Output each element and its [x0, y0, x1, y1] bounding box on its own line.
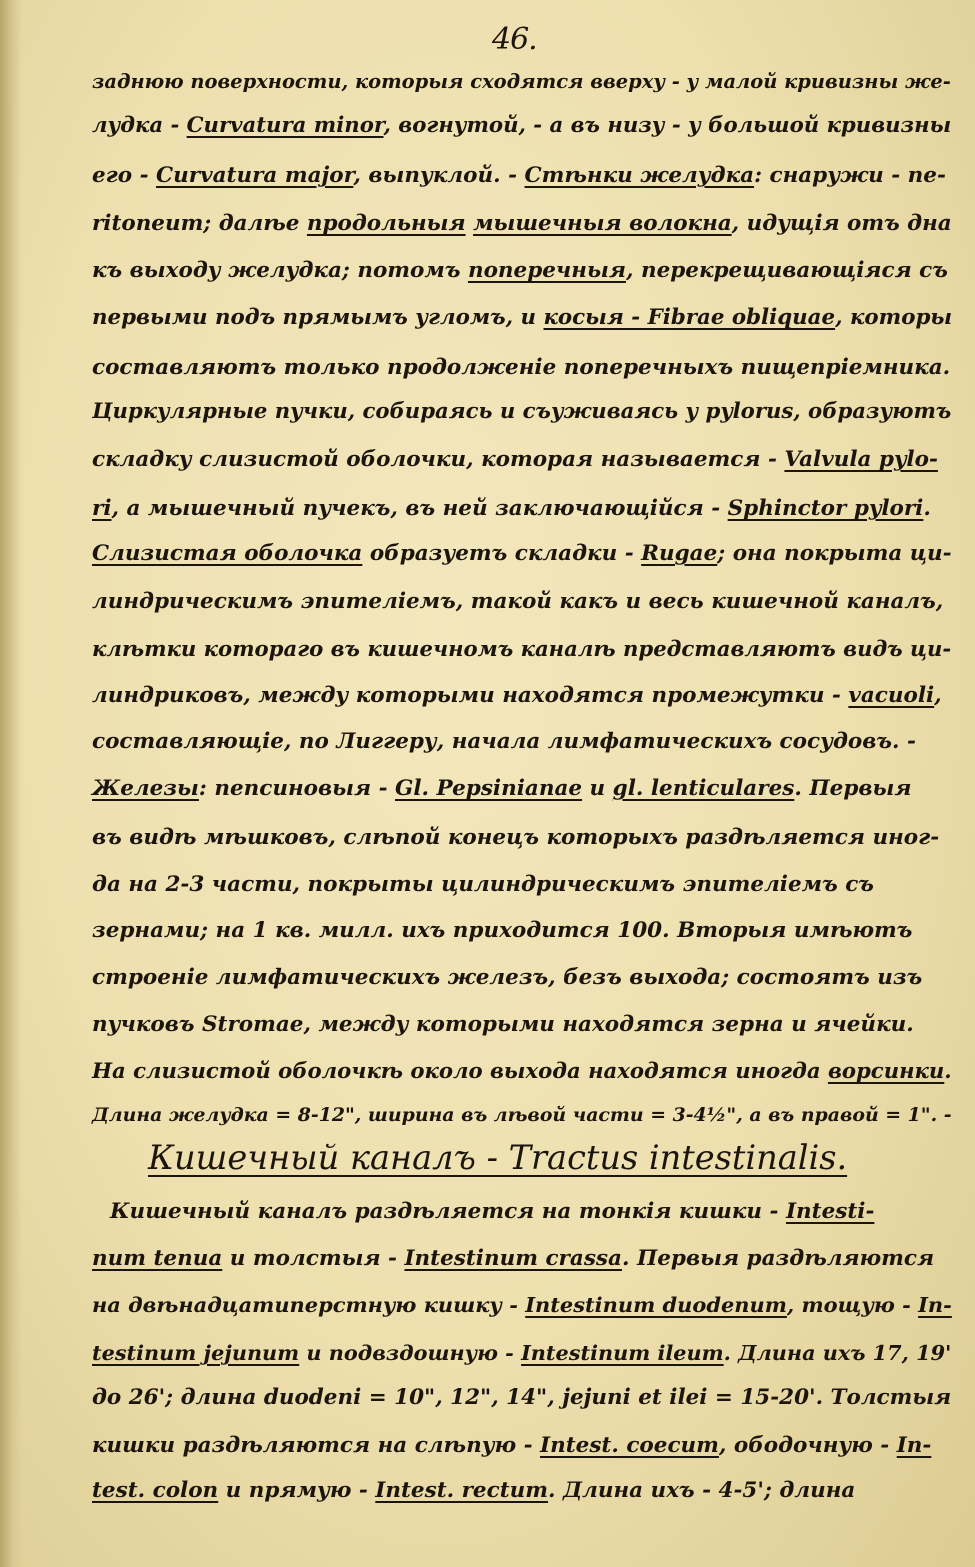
underlined-term: Valvula pylo- — [784, 447, 938, 472]
text-line — [92, 872, 952, 897]
underlined-term: Слизистая оболочка — [92, 541, 363, 566]
text-segment: составляютъ только продолженіе поперечныхъ пищепріемника. — [92, 355, 951, 380]
text-segment: , — [934, 683, 942, 708]
text-segment: . Первыя раздѣляются — [621, 1246, 935, 1271]
page-binding-edge — [0, 0, 22, 1567]
text-segment: . Длина ихъ - 4-5'; длина — [548, 1478, 856, 1503]
text-line — [92, 1292, 952, 1317]
text-segment: , выпуклой. - — [353, 163, 525, 188]
underlined-term: Intestinum ileum — [521, 1340, 724, 1365]
text-line — [92, 729, 952, 754]
text-line — [92, 776, 952, 801]
text-line — [110, 1199, 970, 1224]
text-line — [92, 1246, 952, 1271]
text-line — [92, 589, 952, 614]
text-line — [92, 305, 952, 330]
text-line — [92, 1340, 952, 1365]
text-segment: зернами; на 1 кв. милл. ихъ приходится 100. Вторыя имѣютъ — [92, 918, 913, 943]
text-segment: составляющіе, по Лиггеру, начала лимфатическихъ сосудовъ. - — [92, 729, 916, 754]
text-segment: на двѣнадцатиперстную кишку - — [92, 1292, 526, 1317]
text-segment: , а мышечный пучекъ, въ ней заключающійся - — [111, 496, 728, 521]
text-segment: да на 2-3 части, покрыты цилиндрическимъ эпителіемъ съ — [92, 872, 874, 897]
text-segment: до 26'; длина duodeni = 10", 12", 14", jejuni et ilei = 15-20'. Толстыя — [92, 1385, 952, 1410]
text-segment: строеніе лимфатическихъ железъ, безъ выхода; состоятъ изъ — [92, 965, 923, 990]
text-segment: кишки раздѣляются на слѣпую - — [92, 1433, 541, 1458]
text-segment: линдриковъ, между которыми находятся промежутки - — [92, 683, 849, 708]
text-segment: , идущія отъ дна — [731, 211, 952, 236]
text-line — [92, 965, 952, 990]
text-line — [92, 1058, 952, 1083]
underlined-term: продольныя — [306, 211, 466, 236]
text-line — [92, 496, 952, 521]
text-segment: къ выходу желудка; потомъ — [92, 258, 468, 283]
text-segment: , вогнутой, - а въ низу - у большой кривизны — [383, 113, 952, 138]
underlined-term: Gl. Pepsinianae — [395, 776, 583, 801]
underlined-term: In- — [918, 1292, 952, 1317]
text-line — [92, 70, 952, 93]
underlined-term: Curvatura minor — [186, 113, 384, 138]
text-segment: Длина желудка = 8-12", ширина въ лѣвой части = 3-4½", а въ правой = 1". - — [92, 1104, 952, 1126]
underlined-term: In- — [896, 1433, 932, 1458]
text-segment: . — [923, 496, 931, 521]
text-segment: первыми подъ прямымъ угломъ, и — [92, 305, 544, 330]
underlined-term: Curvatura major — [156, 163, 354, 188]
text-line — [92, 1385, 952, 1410]
text-line — [92, 683, 952, 708]
page-number: 46. — [492, 22, 537, 57]
underlined-term: Intestinum duodenum — [525, 1292, 787, 1317]
text-segment: образуетъ складки - — [362, 541, 642, 566]
underlined-term: Железы — [92, 776, 199, 801]
text-line — [92, 113, 952, 138]
text-line — [92, 258, 952, 283]
underlined-term: ворсинки — [827, 1058, 945, 1083]
text-line — [92, 825, 952, 850]
underlined-term: testinum jejunum — [92, 1340, 300, 1365]
underlined-term: Intest. rectum — [375, 1478, 549, 1503]
underlined-term: Intestinum crassa — [404, 1246, 622, 1271]
underlined-term: Sphinctor pylori — [727, 496, 924, 521]
text-line — [92, 398, 952, 423]
text-segment: линдрическимъ эпителіемъ, такой какъ и весь кишечной каналъ, — [92, 589, 944, 614]
text-segment: : пепсиновыя - — [198, 776, 396, 801]
text-segment: и прямую - — [218, 1478, 376, 1503]
text-line — [92, 541, 952, 566]
underlined-term: Intest. coecum — [540, 1433, 719, 1458]
text-segment: , перекрещивающіяся съ — [625, 258, 948, 283]
text-segment: въ видѣ мѣшковъ, слѣпой конецъ которыхъ раздѣляется иног- — [92, 825, 940, 850]
underlined-term: Стѣнки желудка — [524, 163, 755, 188]
text-line — [92, 1478, 952, 1503]
underlined-term: косыя - Fibrae obliquae — [543, 305, 836, 330]
text-line — [92, 211, 952, 236]
underlined-term: поперечныя — [467, 258, 626, 283]
text-segment: , которы — [835, 305, 953, 330]
underlined-term: Rugae — [641, 541, 718, 566]
underlined-term: ri — [92, 496, 112, 521]
text-segment: . — [944, 1058, 952, 1083]
text-segment: складку слизистой оболочки, которая называется - — [92, 447, 785, 472]
text-line — [92, 355, 952, 380]
text-segment: : снаружи - пе- — [754, 163, 946, 188]
text-line — [92, 636, 952, 661]
underlined-term: vacuoli — [848, 683, 935, 708]
text-segment: , тощую - — [786, 1292, 919, 1317]
text-segment: , ободочную - — [718, 1433, 897, 1458]
text-segment: ; она покрыта ци- — [717, 541, 952, 566]
text-line — [92, 1012, 952, 1037]
text-line — [92, 1433, 952, 1458]
text-segment: На слизистой оболочкѣ около выхода находятся иногда — [92, 1058, 828, 1083]
text-segment: и подвздошную - — [299, 1340, 522, 1365]
text-line — [92, 447, 952, 472]
underlined-term: test. colon — [92, 1478, 219, 1503]
text-segment: ritoneum; далѣе — [92, 211, 307, 236]
text-line — [92, 1104, 952, 1126]
text-segment: клѣтки котораго въ кишечномъ каналѣ представляютъ видъ ци- — [92, 636, 952, 661]
section-heading: Кишечный каналъ - Tractus intestinalis. — [148, 1138, 848, 1177]
underlined-term: Intesti- — [785, 1199, 875, 1224]
text-segment: и толстыя - — [222, 1246, 405, 1271]
text-segment: лудка - — [92, 113, 187, 138]
underlined-term: num tenua — [92, 1246, 223, 1271]
text-segment: . Длина ихъ 17, 19' — [723, 1340, 952, 1365]
underlined-term: мышечныя волокна — [473, 211, 732, 236]
text-segment: Кишечный каналъ раздѣляется на тонкія кишки - — [110, 1199, 786, 1224]
text-segment: пучковъ Stromae, между которыми находятся зерна и ячейки. — [92, 1012, 914, 1037]
text-segment — [466, 211, 473, 236]
text-segment: . Первыя — [794, 776, 912, 801]
underlined-term: gl. lenticulares — [612, 776, 795, 801]
text-segment: и — [582, 776, 613, 801]
text-segment: его - — [92, 163, 157, 188]
text-segment: Циркулярные пучки, собираясь и съуживаясь у pylorus, образуютъ — [92, 398, 952, 423]
text-segment: заднюю поверхности, которыя сходятся вверху - у малой кривизны же- — [92, 70, 951, 93]
text-line — [92, 163, 952, 188]
text-line — [92, 918, 952, 943]
